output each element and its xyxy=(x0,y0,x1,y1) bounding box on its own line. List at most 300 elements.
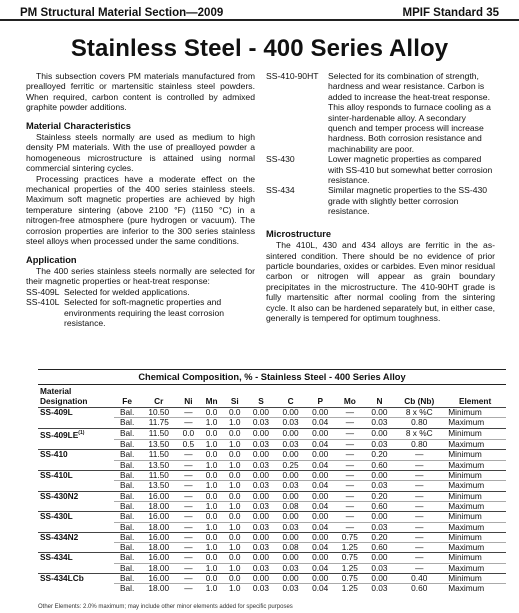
designation-text: SS-434N2 xyxy=(40,531,79,542)
material-designation xyxy=(38,532,114,542)
table-cell: Bal. xyxy=(114,553,141,563)
table-cell: 0.60 xyxy=(365,543,395,553)
table-cell: 0.03 xyxy=(365,440,395,450)
table-cell: — xyxy=(177,584,200,594)
page-header xyxy=(0,0,519,21)
table-cell: — xyxy=(394,501,444,511)
table-cell: Maximum xyxy=(444,418,506,428)
table-cell: 0.03 xyxy=(246,563,276,573)
table-cell: — xyxy=(394,543,444,553)
table-cell: 1.0 xyxy=(200,481,223,491)
table-cell: — xyxy=(394,522,444,532)
table-cell: Minimum xyxy=(444,512,506,522)
table-cell: Minimum xyxy=(444,450,506,460)
table-cell: 0.03 xyxy=(276,522,306,532)
table-cell: 0.00 xyxy=(246,512,276,522)
table-cell: 1.25 xyxy=(335,543,365,553)
table-cell: — xyxy=(335,428,365,440)
table-row xyxy=(38,563,506,573)
table-cell: 0.03 xyxy=(276,440,306,450)
table-cell: — xyxy=(394,471,444,481)
table-cell: 0.60 xyxy=(394,584,444,594)
table-cell: Bal. xyxy=(114,440,141,450)
table-cell: 0.20 xyxy=(365,450,395,460)
table-cell: Maximum xyxy=(444,460,506,470)
table-cell: 1.0 xyxy=(200,563,223,573)
material-designation xyxy=(38,512,114,522)
table-cell: Bal. xyxy=(114,450,141,460)
table-cell: — xyxy=(177,460,200,470)
table-cell: 0.0 xyxy=(223,428,246,440)
table-body xyxy=(38,408,506,594)
table-cell: 11.50 xyxy=(141,428,177,440)
material-designation xyxy=(38,563,114,573)
intro-paragraph: This subsection covers PM materials manufactured from prealloyed ferritic or martensitic stainless steel powders. When required, carbon content is controlled by admixed graphite powder additions. xyxy=(26,71,255,113)
table-cell: 13.50 xyxy=(141,440,177,450)
table-cell: 1.0 xyxy=(200,522,223,532)
material-designation xyxy=(38,428,114,440)
table-cell: 16.00 xyxy=(141,574,177,584)
table-cell: 0.00 xyxy=(365,428,395,440)
table-row xyxy=(38,440,506,450)
table-cell: 1.0 xyxy=(200,584,223,594)
material-designation xyxy=(38,553,114,563)
alloy-code: SS-410L xyxy=(26,297,60,308)
table-cell: — xyxy=(177,522,200,532)
page-title: Stainless Steel - 400 Series Alloy xyxy=(70,35,449,62)
table-cell: 0.03 xyxy=(246,418,276,428)
table-cell: 0.00 xyxy=(246,574,276,584)
application-heading: Application xyxy=(26,254,77,265)
table-cell: 1.0 xyxy=(223,543,246,553)
designation-text: SS-434L xyxy=(40,552,73,563)
table-cell: — xyxy=(335,418,365,428)
table-cell: 0.00 xyxy=(305,553,335,563)
table-cell: 0.0 xyxy=(200,532,223,542)
alloy-description: Selected for welded applications. xyxy=(64,286,190,297)
table-cell: 0.25 xyxy=(276,460,306,470)
table-cell: — xyxy=(335,522,365,532)
table-row xyxy=(38,491,506,501)
table-cell: 0.00 xyxy=(246,471,276,481)
table-cell: 0.0 xyxy=(200,553,223,563)
table-cell: — xyxy=(335,512,365,522)
table-cell: 0.0 xyxy=(223,574,246,584)
table-cell: 0.0 xyxy=(200,450,223,460)
column-header: Cb (Nb) xyxy=(404,396,435,406)
table-cell: 1.0 xyxy=(223,584,246,594)
table-cell: — xyxy=(394,481,444,491)
table-cell: 0.00 xyxy=(305,428,335,440)
column-header: C xyxy=(287,396,294,406)
table-cell: — xyxy=(335,450,365,460)
material-designation xyxy=(38,543,114,553)
table-cell: 0.0 xyxy=(223,553,246,563)
table-cell: Maximum xyxy=(444,481,506,491)
table-cell: 0.00 xyxy=(305,450,335,460)
standard-label: MPIF Standard 35 xyxy=(402,7,499,19)
table-cell: 18.00 xyxy=(141,584,177,594)
table-cell: — xyxy=(177,491,200,501)
table-cell: 0.04 xyxy=(305,440,335,450)
table-cell: 0.0 xyxy=(177,428,200,440)
alloy-item xyxy=(266,71,495,154)
table-cell: Bal. xyxy=(114,501,141,511)
table-cell: — xyxy=(177,543,200,553)
table-cell: 0.0 xyxy=(200,512,223,522)
table-cell: 0.00 xyxy=(365,574,395,584)
table-cell: 0.03 xyxy=(365,481,395,491)
table-cell: 13.50 xyxy=(141,481,177,491)
table-row xyxy=(38,512,506,522)
column-header: S xyxy=(258,396,264,406)
table-cell: — xyxy=(335,460,365,470)
table-cell: Minimum xyxy=(444,408,506,418)
table-cell: — xyxy=(394,532,444,542)
composition-table-section xyxy=(38,369,506,594)
microstructure-paragraph: The 410L, 430 and 434 alloys are ferritic in the as-sintered condition. There should be no evidence of prior particle boundaries, oxides or carbides. Even minor residual carbon or nitrogen will appear as grain boundary precipitates in the microstructure. The 410-90HT grade is fully martensitic after normal cooling from the sintering cycle. It also can be hardened separately but, in either case, generally is tempered for optimum toughness. xyxy=(266,240,495,323)
table-cell: 0.60 xyxy=(365,460,395,470)
table-cell: 1.0 xyxy=(223,418,246,428)
table-row xyxy=(38,481,506,491)
table-cell: 1.0 xyxy=(223,460,246,470)
table-cell: 0.03 xyxy=(276,481,306,491)
table-cell: 1.0 xyxy=(223,440,246,450)
composition-table xyxy=(38,385,506,594)
table-header-row xyxy=(38,385,506,408)
column-header: N xyxy=(376,396,383,406)
alloy-description: Selected for soft-magnetic properties and environments requiring the least corrosion resistance. xyxy=(64,297,225,328)
table-cell: Maximum xyxy=(444,563,506,573)
table-cell: Bal. xyxy=(114,418,141,428)
table-cell: 0.04 xyxy=(305,418,335,428)
table-cell: — xyxy=(394,512,444,522)
table-cell: 1.0 xyxy=(200,460,223,470)
table-row xyxy=(38,428,506,440)
table-cell: 0.00 xyxy=(276,553,306,563)
table-cell: 0.00 xyxy=(305,408,335,418)
table-cell: 0.08 xyxy=(276,501,306,511)
table-cell: 1.25 xyxy=(335,563,365,573)
table-cell: 0.75 xyxy=(335,532,365,542)
table-cell: 0.03 xyxy=(246,522,276,532)
table-cell: Maximum xyxy=(444,522,506,532)
alloy-code: SS-430 xyxy=(266,154,295,165)
designation-text: SS-409L xyxy=(40,407,73,417)
table-cell: 0.03 xyxy=(246,440,276,450)
table-cell: 0.60 xyxy=(365,501,395,511)
table-cell: 0.00 xyxy=(305,574,335,584)
table-cell: — xyxy=(335,481,365,491)
table-cell: 0.00 xyxy=(246,408,276,418)
table-cell: 16.00 xyxy=(141,532,177,542)
alloy-description: Selected for its combination of strength, hardness and wear resistance. Carbon is added to increase the heat-treat response. This alloy responds to furnace cooling as a sinter-hardenable alloy. A secondary quench and temper process will increase hardness. Both corrosion resistance and machinability are poor. xyxy=(328,71,491,154)
table-cell: 16.00 xyxy=(141,491,177,501)
table-cell: 0.04 xyxy=(305,584,335,594)
table-cell: 0.80 xyxy=(394,440,444,450)
table-cell: 0.00 xyxy=(365,553,395,563)
table-cell: 0.04 xyxy=(305,563,335,573)
table-cell: Bal. xyxy=(114,532,141,542)
material-designation xyxy=(38,440,114,450)
table-cell: 0.00 xyxy=(365,408,395,418)
designation-text: SS-409LE xyxy=(40,429,79,440)
table-cell: 0.00 xyxy=(246,450,276,460)
table-cell: 0.00 xyxy=(276,491,306,501)
material-designation xyxy=(38,418,114,428)
table-cell: 0.03 xyxy=(246,460,276,470)
table-cell: 0.75 xyxy=(335,553,365,563)
table-cell: Minimum xyxy=(444,471,506,481)
alloy-list xyxy=(266,71,495,217)
table-cell: 1.0 xyxy=(200,501,223,511)
right-column xyxy=(266,71,495,323)
table-cell: — xyxy=(394,460,444,470)
table-cell: — xyxy=(177,512,200,522)
table-cell: — xyxy=(177,450,200,460)
designation-text: SS-410 xyxy=(40,449,68,460)
table-cell: 11.50 xyxy=(141,450,177,460)
table-cell: 0.00 xyxy=(276,450,306,460)
application-p1: The 400 series stainless steels normally are selected for their magnetic properties or heat-treat response: xyxy=(26,265,255,287)
table-cell: Bal. xyxy=(114,460,141,470)
table-cell: Bal. xyxy=(114,471,141,481)
table-cell: 0.04 xyxy=(305,460,335,470)
table-row xyxy=(38,532,506,542)
material-designation xyxy=(38,471,114,481)
table-cell: 0.08 xyxy=(276,543,306,553)
table-cell: 0.00 xyxy=(276,574,306,584)
table-cell: 0.00 xyxy=(276,471,306,481)
table-cell: 18.00 xyxy=(141,522,177,532)
table-cell: Maximum xyxy=(444,501,506,511)
table-cell: 0.00 xyxy=(246,491,276,501)
table-cell: 0.40 xyxy=(394,574,444,584)
table-cell: 0.03 xyxy=(365,563,395,573)
table-cell: 0.03 xyxy=(246,543,276,553)
table-cell: Minimum xyxy=(444,553,506,563)
table-cell: — xyxy=(177,563,200,573)
material-designation xyxy=(38,460,114,470)
material-characteristics-p1: Stainless steels normally are used as medium to high density PM materials. With the use of prealloyed powder a homogeneous microstructure is attained using normal commercial sintering cycles. xyxy=(26,132,255,174)
table-cell: Maximum xyxy=(444,543,506,553)
designation-text: SS-434LCb xyxy=(40,573,84,584)
table-cell: — xyxy=(177,574,200,584)
left-column xyxy=(26,71,255,328)
table-cell: 0.03 xyxy=(246,584,276,594)
table-cell: 0.00 xyxy=(246,553,276,563)
table-cell: Bal. xyxy=(114,408,141,418)
table-cell: 0.0 xyxy=(223,471,246,481)
alloy-item xyxy=(266,154,495,185)
column-header: Si xyxy=(230,396,239,406)
table-cell: 1.0 xyxy=(223,501,246,511)
table-cell: 0.5 xyxy=(177,440,200,450)
table-row xyxy=(38,501,506,511)
table-cell: 0.00 xyxy=(305,491,335,501)
table-cell: — xyxy=(177,471,200,481)
table-cell: 0.0 xyxy=(200,428,223,440)
table-cell: 11.75 xyxy=(141,418,177,428)
table-cell: Minimum xyxy=(444,532,506,542)
table-cell: 0.03 xyxy=(276,584,306,594)
table-cell: 0.0 xyxy=(223,450,246,460)
table-row xyxy=(38,574,506,584)
table-cell: — xyxy=(177,553,200,563)
composition-table-title: Chemical Composition, % - Stainless Steel - 400 Series Alloy xyxy=(38,369,506,385)
table-cell: 0.03 xyxy=(246,501,276,511)
table-cell: — xyxy=(394,563,444,573)
footnote-ref: (1) xyxy=(78,429,85,436)
alloy-description: Similar magnetic properties to the SS-430 grade with slightly better corrosion resistance. xyxy=(328,185,488,217)
table-cell: 0.20 xyxy=(365,491,395,501)
table-cell: 18.00 xyxy=(141,563,177,573)
table-cell: — xyxy=(335,408,365,418)
microstructure-heading: Microstructure xyxy=(266,228,332,239)
table-cell: — xyxy=(177,418,200,428)
table-cell: 0.04 xyxy=(305,522,335,532)
alloy-code: SS-410-90HT xyxy=(266,71,319,81)
column-header: Mn xyxy=(205,396,218,406)
designation-text: SS-430L xyxy=(40,511,73,522)
table-cell: 0.03 xyxy=(246,481,276,491)
table-cell: 0.00 xyxy=(276,408,306,418)
designation-header xyxy=(38,385,114,408)
table-cell: 0.00 xyxy=(276,512,306,522)
table-cell: 1.25 xyxy=(335,584,365,594)
table-cell: 0.03 xyxy=(276,563,306,573)
column-header: Ni xyxy=(184,396,193,406)
alloy-description: Lower magnetic properties as compared with SS-410 but somewhat better corrosion resistance. xyxy=(328,154,493,186)
table-row xyxy=(38,418,506,428)
table-row xyxy=(38,450,506,460)
header-material: Material xyxy=(40,386,72,396)
table-cell: 1.0 xyxy=(223,522,246,532)
table-row xyxy=(38,408,506,418)
application-item xyxy=(26,297,255,328)
column-header: Fe xyxy=(122,396,132,406)
table-cell: — xyxy=(335,491,365,501)
material-designation xyxy=(38,408,114,418)
alloy-item xyxy=(266,185,495,216)
table-cell: Minimum xyxy=(444,574,506,584)
column-header: P xyxy=(317,396,323,406)
table-cell: 0.0 xyxy=(200,491,223,501)
table-cell: 0.20 xyxy=(365,532,395,542)
table-row xyxy=(38,553,506,563)
table-cell: — xyxy=(394,491,444,501)
table-cell: — xyxy=(335,501,365,511)
table-cell: 13.50 xyxy=(141,460,177,470)
table-cell: Bal. xyxy=(114,522,141,532)
table-cell: 0.0 xyxy=(200,408,223,418)
table-cell: — xyxy=(177,481,200,491)
table-cell: — xyxy=(177,408,200,418)
column-header: Cr xyxy=(154,396,164,406)
material-designation xyxy=(38,501,114,511)
table-cell: 0.03 xyxy=(365,584,395,594)
table-cell: 0.75 xyxy=(335,574,365,584)
table-cell: — xyxy=(394,450,444,460)
table-cell: 0.03 xyxy=(365,522,395,532)
material-designation xyxy=(38,574,114,584)
table-cell: 0.0 xyxy=(223,512,246,522)
table-cell: 1.0 xyxy=(200,440,223,450)
designation-text: SS-410L xyxy=(40,470,73,481)
table-cell: 0.00 xyxy=(305,532,335,542)
table-cell: 0.03 xyxy=(365,418,395,428)
alloy-code: SS-434 xyxy=(266,185,295,196)
table-cell: 1.0 xyxy=(200,543,223,553)
table-row xyxy=(38,460,506,470)
footnote: Other Elements: 2.0% maximum; may include other minor elements added for specific purposes xyxy=(38,604,293,610)
table-cell: 8 x %C xyxy=(394,408,444,418)
table-cell: 0.00 xyxy=(365,512,395,522)
table-cell: Bal. xyxy=(114,428,141,440)
table-cell: — xyxy=(335,440,365,450)
table-cell: 8 x %C xyxy=(394,428,444,440)
table-cell: Bal. xyxy=(114,584,141,594)
table-cell: 0.04 xyxy=(305,481,335,491)
table-cell: 0.00 xyxy=(246,532,276,542)
table-row xyxy=(38,584,506,594)
table-cell: Maximum xyxy=(444,440,506,450)
table-cell: 0.0 xyxy=(200,471,223,481)
table-cell: 0.0 xyxy=(223,491,246,501)
table-cell: 16.00 xyxy=(141,553,177,563)
table-cell: 0.0 xyxy=(223,408,246,418)
table-cell: 18.00 xyxy=(141,501,177,511)
table-cell: 0.04 xyxy=(305,501,335,511)
table-cell: Bal. xyxy=(114,543,141,553)
table-row xyxy=(38,543,506,553)
material-characteristics-heading: Material Characteristics xyxy=(26,120,131,131)
table-row xyxy=(38,522,506,532)
material-designation xyxy=(38,450,114,460)
table-cell: 1.0 xyxy=(223,481,246,491)
table-cell: — xyxy=(177,532,200,542)
table-cell: 1.0 xyxy=(223,563,246,573)
table-cell: 0.80 xyxy=(394,418,444,428)
alloy-code: SS-409L xyxy=(26,286,60,297)
table-cell: — xyxy=(394,553,444,563)
table-cell: 0.03 xyxy=(276,418,306,428)
header-designation: Designation xyxy=(40,396,88,406)
section-label: PM Structural Material Section—2009 xyxy=(20,7,224,19)
table-cell: Minimum xyxy=(444,428,506,440)
material-designation xyxy=(38,491,114,501)
table-cell: Maximum xyxy=(444,584,506,594)
table-cell: 0.00 xyxy=(305,512,335,522)
table-cell: — xyxy=(177,501,200,511)
table-cell: 1.0 xyxy=(200,418,223,428)
table-cell: 16.00 xyxy=(141,512,177,522)
table-cell: Bal. xyxy=(114,512,141,522)
table-cell: Bal. xyxy=(114,481,141,491)
table-cell: 0.00 xyxy=(305,471,335,481)
table-cell: 0.0 xyxy=(223,532,246,542)
table-row xyxy=(38,471,506,481)
table-cell: Bal. xyxy=(114,491,141,501)
table-cell: 11.50 xyxy=(141,471,177,481)
application-list xyxy=(26,287,255,329)
table-cell: 0.00 xyxy=(365,471,395,481)
table-cell: 0.00 xyxy=(276,428,306,440)
designation-text: SS-430N2 xyxy=(40,490,79,501)
table-cell: 0.00 xyxy=(246,428,276,440)
table-cell: — xyxy=(335,471,365,481)
table-cell: Bal. xyxy=(114,563,141,573)
